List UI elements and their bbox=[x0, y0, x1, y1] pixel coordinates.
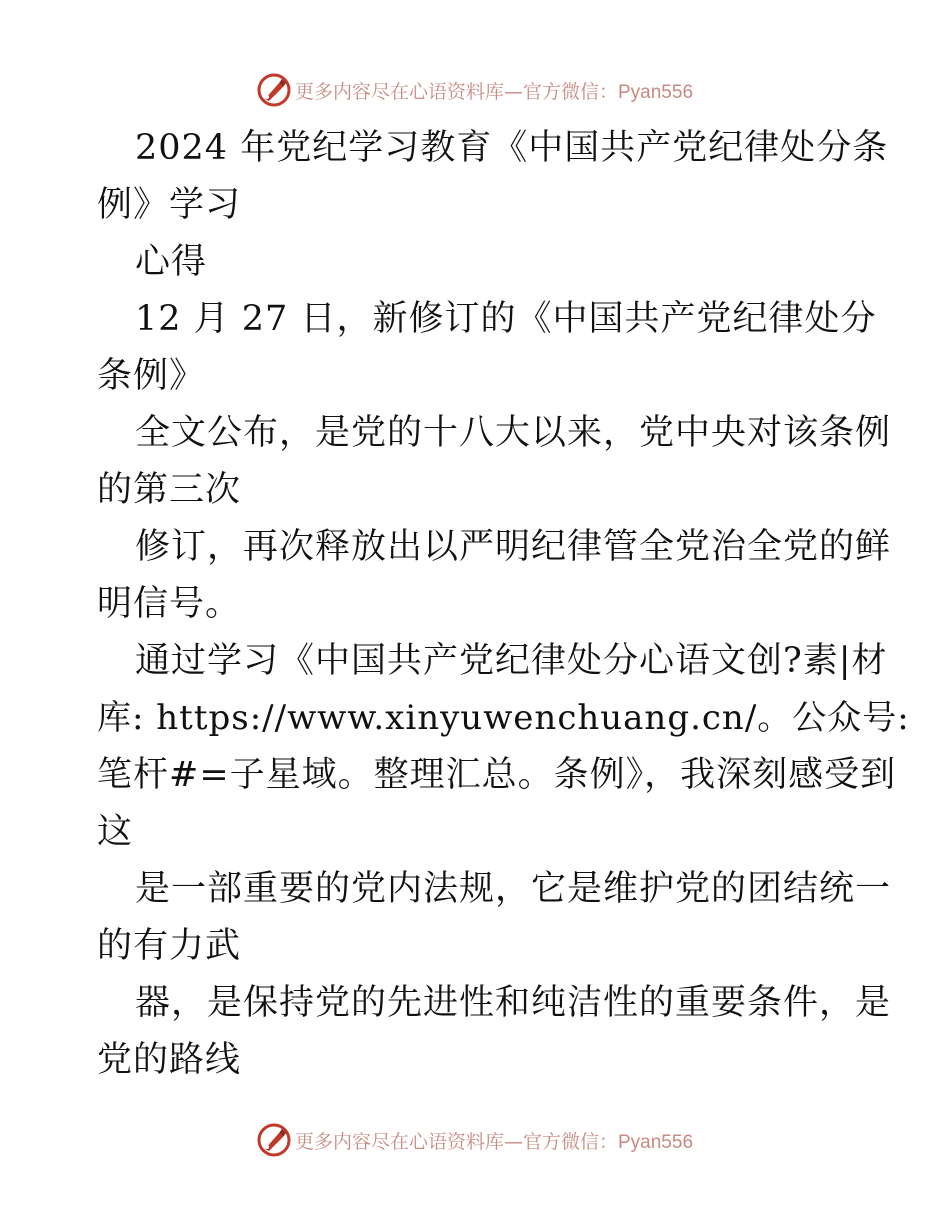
body-line: 例》学习 bbox=[97, 185, 242, 225]
body-line: 笔杆#=子星域。整理汇总。条例》，我深刻感受到 bbox=[97, 755, 897, 795]
body-line: 是一部重要的党内法规，它是维护党的团结统一 bbox=[135, 869, 892, 909]
body-line: 条例》 bbox=[97, 356, 206, 396]
document-body bbox=[97, 120, 910, 1089]
pen-logo-icon bbox=[257, 73, 291, 107]
body-line: 党的路线 bbox=[97, 1040, 242, 1080]
body-line: 明信号。 bbox=[97, 584, 242, 624]
body-line: 修订，再次释放出以严明纪律管全党治全党的鲜 bbox=[135, 527, 892, 567]
pen-logo-icon bbox=[257, 1123, 291, 1157]
footer-wechat-text: 官方微信：Pyan556 bbox=[523, 1131, 694, 1153]
body-line: 这 bbox=[97, 812, 134, 852]
footer-banner bbox=[0, 1120, 950, 1160]
body-line: 12 月 27 日，新修订的《中国共产党纪律处分 bbox=[135, 299, 877, 339]
body-line: 的第三次 bbox=[97, 470, 242, 510]
footer-site-text: 更多内容尽在心语资料库— bbox=[294, 1130, 523, 1153]
body-line: 2024 年党纪学习教育《中国共产党纪律处分条 bbox=[135, 128, 889, 168]
body-line: 库: https://www.xinyuwenchuang.cn/。公众号: bbox=[97, 698, 910, 738]
body-line: 心得 bbox=[135, 242, 208, 282]
body-line: 全文公布，是党的十八大以来，党中央对该条例 bbox=[135, 413, 892, 453]
header-wechat-text: 官方微信：Pyan556 bbox=[523, 81, 694, 103]
body-line: 的有力武 bbox=[97, 926, 242, 966]
header-banner bbox=[0, 70, 950, 110]
body-line: 器，是保持党的先进性和纯洁性的重要条件，是 bbox=[135, 983, 892, 1023]
header-site-text: 更多内容尽在心语资料库— bbox=[294, 80, 523, 103]
body-line: 通过学习《中国共产党纪律处分心语文创?素|材 bbox=[135, 641, 888, 681]
